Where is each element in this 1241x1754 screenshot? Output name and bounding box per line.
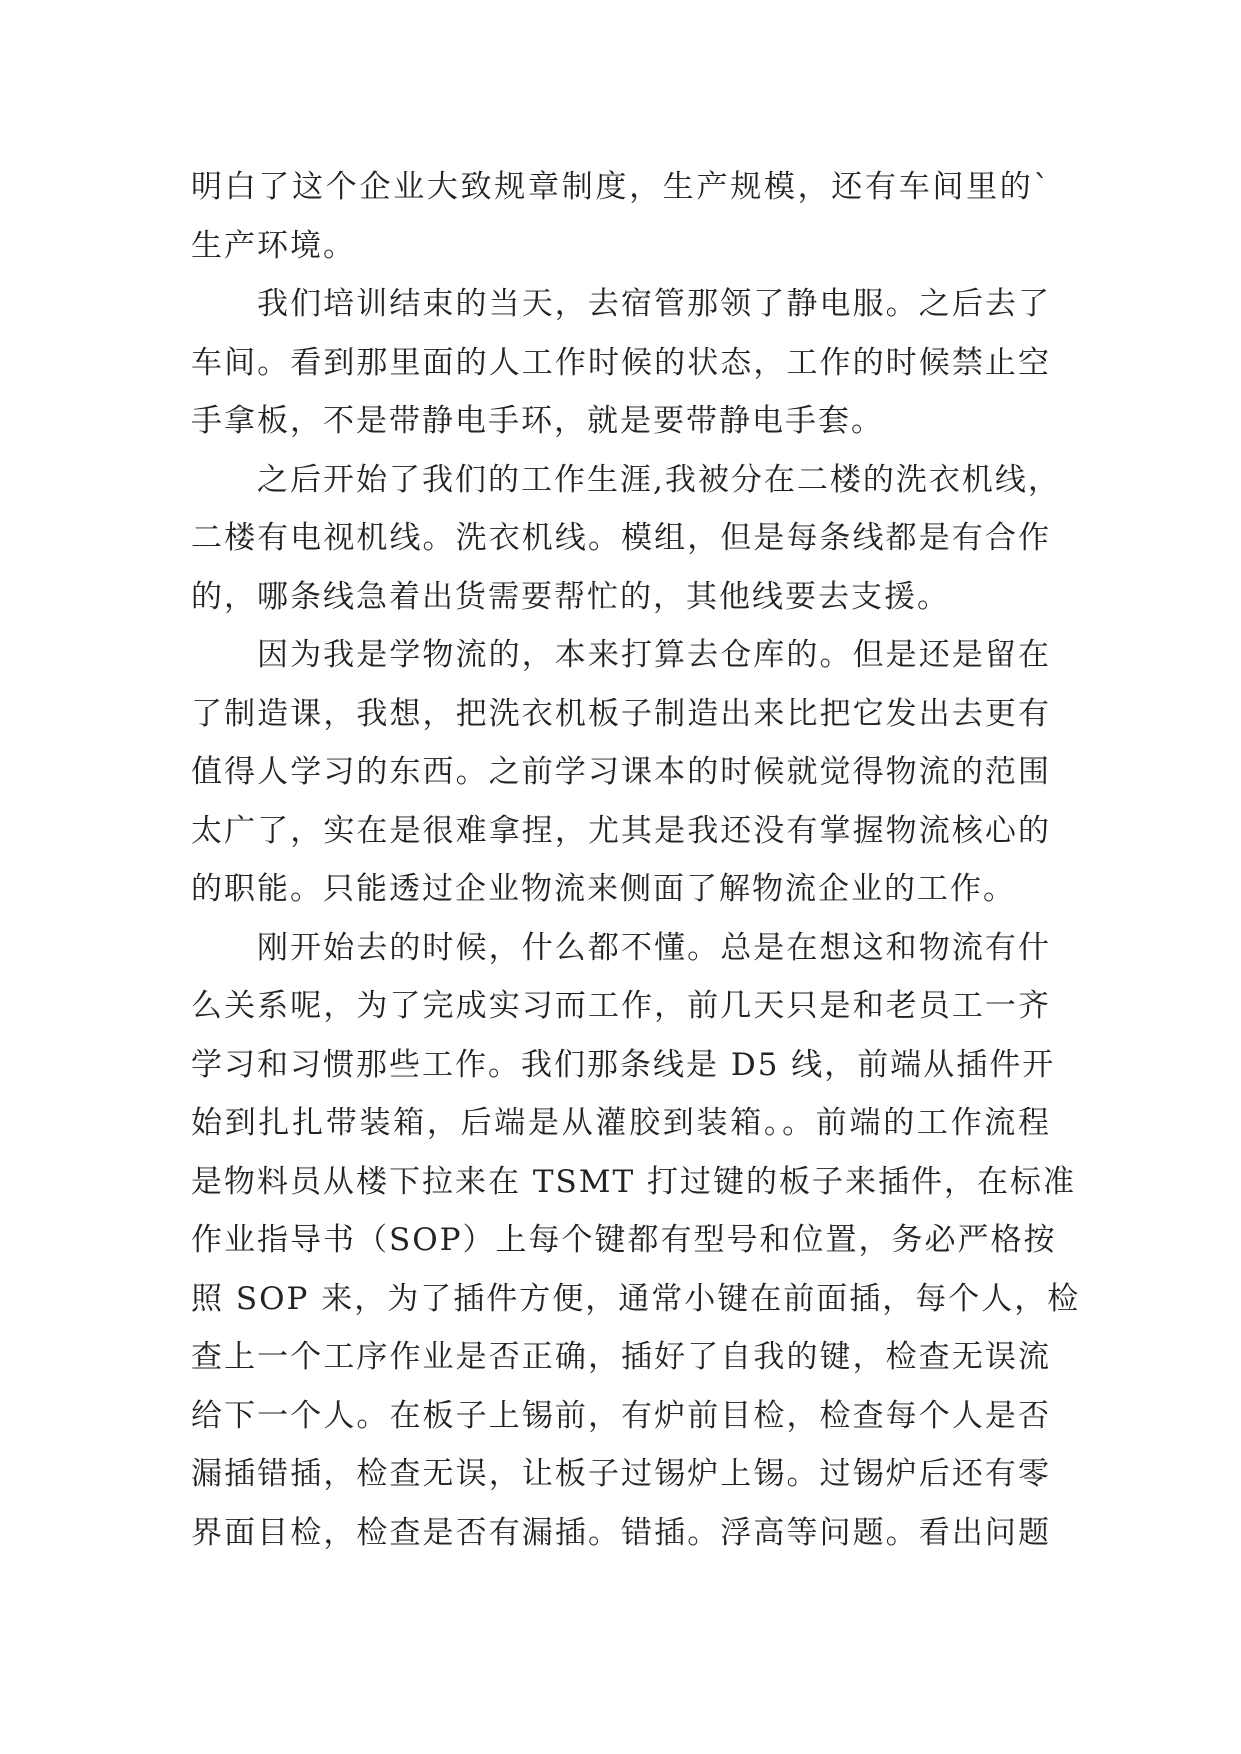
text-line: 了制造课，我想，把洗衣机板子制造出来比把它发出去更有 (191, 695, 1051, 732)
text-line: 太广了，实在是很难拿捏，尤其是我还没有掌握物流核心的 (191, 812, 1051, 849)
text-line: 界面目检，检查是否有漏插。错插。浮高等问题。看出问题 (191, 1514, 1051, 1551)
text-line: 照 SOP 来，为了插件方便，通常小键在前面插，每个人，检 (191, 1280, 1081, 1317)
text-line: 查上一个工序作业是否正确，插好了自我的键，检查无误流 (191, 1339, 1051, 1375)
text-line: 值得人学习的东西。之前学习课本的时候就觉得物流的范围 (191, 754, 1051, 790)
text-line: 的职能。只能透过企业物流来侧面了解物流企业的工作。 (191, 871, 1016, 907)
text-line: 给下一个人。在板子上锡前，有炉前目检，检查每个人是否 (191, 1397, 1051, 1434)
paragraph-start-line: 我们培训结束的当天，去宿管那领了静电服。之后去了 (257, 286, 1051, 322)
text-line: 车间。看到那里面的人工作时候的状态，工作的时候禁止空 (191, 344, 1051, 381)
text-line: 漏插错插，检查无误，让板子过锡炉上锡。过锡炉后还有零 (191, 1456, 1051, 1492)
text-line: 作业指导书（SOP）上每个键都有型号和位置，务必严格按 (191, 1222, 1057, 1258)
body-text (191, 158, 1081, 1562)
text-line: 么关系呢，为了完成实习而工作，前几天只是和老员工一齐 (191, 988, 1051, 1024)
text-line: 生产环境。 (191, 227, 356, 264)
text-line: 二楼有电视机线。洗衣机线。模组，但是每条线都是有合作 (191, 520, 1051, 556)
text-line: 是物料员从楼下拉来在 TSMT 打过键的板子来插件，在标准 (191, 1163, 1077, 1200)
text-line: 学习和习惯那些工作。我们那条线是 D5 线，前端从插件开 (191, 1046, 1056, 1083)
text-line: 的，哪条线急着出货需要帮忙的，其他线要去支援。 (191, 578, 950, 615)
text-line: 明白了这个企业大致规章制度，生产规模，还有车间里的` (191, 169, 1051, 205)
paragraph-start-line: 因为我是学物流的，本来打算去仓库的。但是还是留在 (257, 637, 1051, 673)
paragraph-start-line: 之后开始了我们的工作生涯,我被分在二楼的洗衣机线， (257, 461, 1061, 498)
text-line: 始到扎扎带装箱，后端是从灌胶到装箱。。前端的工作流程 (191, 1105, 1051, 1141)
text-line: 手拿板，不是带静电手环，就是要带静电手套。 (191, 403, 884, 439)
paragraph-start-line: 刚开始去的时候，什么都不懂。总是在想这和物流有什 (257, 929, 1051, 966)
